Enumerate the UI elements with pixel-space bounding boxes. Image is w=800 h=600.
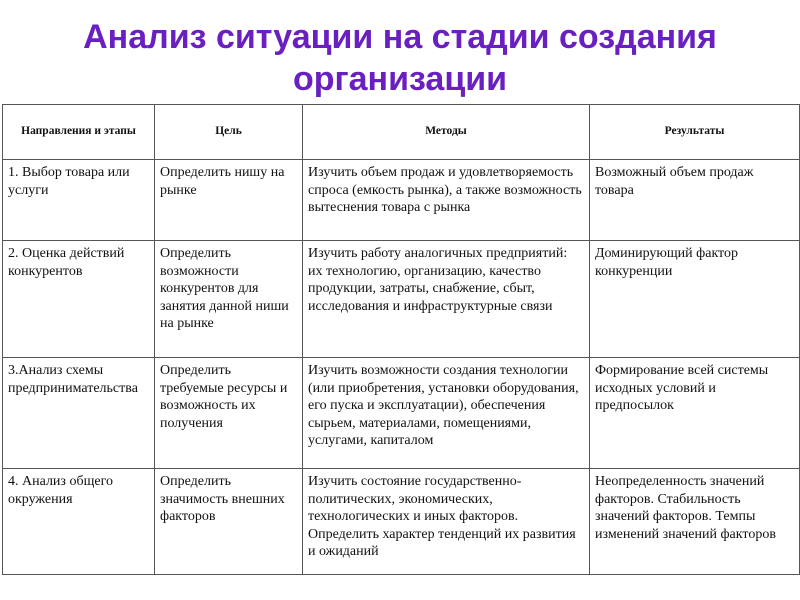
analysis-table [2,104,800,575]
cell-results: Формирование всей системы исходных условий и предпосылок [590,358,800,469]
page-title-line-2: организации [292,60,508,98]
table-header-row [3,105,800,160]
cell-methods: Изучить объем продаж и удовлетворяемость спроса (емкость рынка), а также возможность вытеснения товара с рынка [303,160,590,241]
cell-stage: 2. Оценка действий конкурентов [3,241,155,358]
table-row [3,469,800,575]
cell-results: Доминирующий фактор конкуренции [590,241,800,358]
cell-methods: Изучить состояние государственно-политических, экономических, технологических и иных факторов. Определить характер тенденций их развития и ожиданий [303,469,590,575]
cell-goal: Определить значимость внешних факторов [155,469,303,575]
header-results: Результаты [590,105,800,160]
cell-goal: Определить нишу на рынке [155,160,303,241]
header-goal: Цель [155,105,303,160]
cell-stage: 1. Выбор товара или услуги [3,160,155,241]
page-title [0,16,800,100]
cell-goal: Определить возможности конкурентов для занятия данной ниши на рынке [155,241,303,358]
cell-stage: 4. Анализ общего окружения [3,469,155,575]
page-title-line-1: Анализ ситуации на стадии создания [83,18,717,56]
cell-methods: Изучить работу аналогичных предприятий: их технологию, организацию, качество продукции, затраты, снабжение, сбыт, исследования и инфраструктурные связи [303,241,590,358]
cell-stage: 3.Анализ схемы предпринимательства [3,358,155,469]
table-row [3,241,800,358]
table-row [3,358,800,469]
cell-methods: Изучить возможности создания технологии (или приобретения, установки оборудования, его пуска и эксплуатации), обеспечения сырьем, материалами, помещениями, услугами, капиталом [303,358,590,469]
cell-results: Неопределенность значений факторов. Стабильность значений факторов. Темпы изменений значений факторов [590,469,800,575]
cell-results: Возможный объем продаж товара [590,160,800,241]
header-stage: Направления и этапы [3,105,155,160]
cell-goal: Определить требуемые ресурсы и возможность их получения [155,358,303,469]
header-methods: Методы [303,105,590,160]
table-row [3,160,800,241]
